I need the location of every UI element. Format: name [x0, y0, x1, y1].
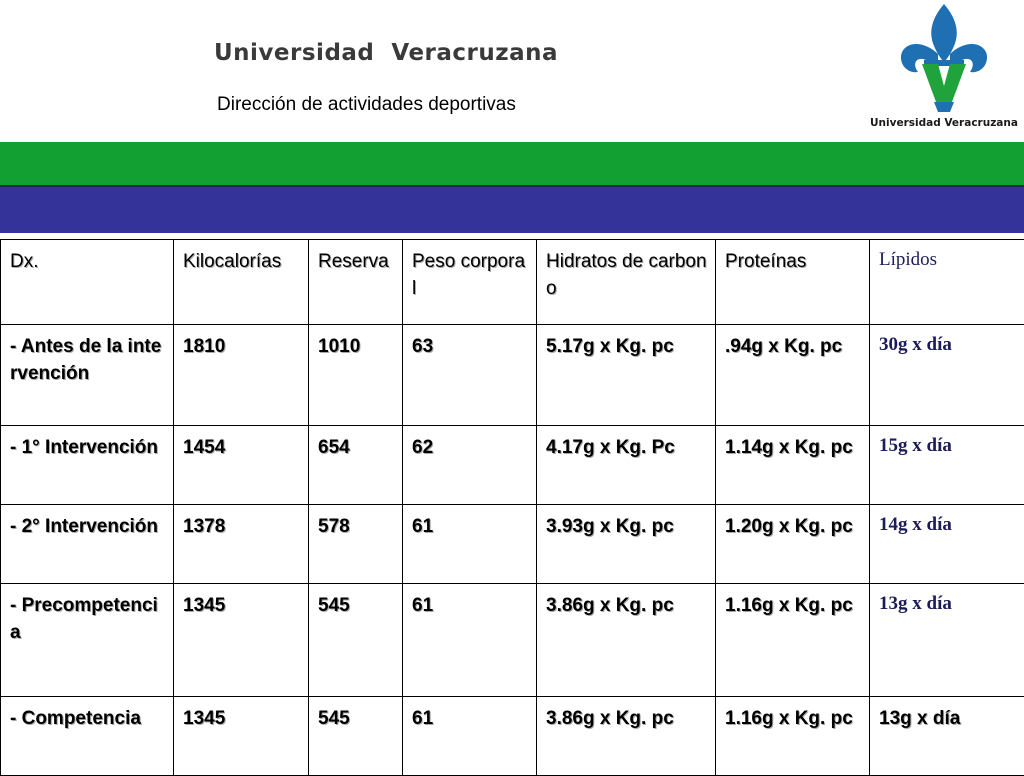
logo-caption: Universidad Veracruzana	[864, 117, 1024, 129]
table-cell: 1.14g x Kg. pc	[716, 426, 870, 505]
university-title: Universidad Veracruzana	[214, 40, 558, 66]
table-cell: 3.86g x Kg. pc	[537, 584, 716, 697]
table-cell: 1345	[174, 584, 309, 697]
page-subtitle: Dirección de actividades deportivas	[217, 94, 516, 116]
table-cell: 1.16g x Kg. pc	[716, 584, 870, 697]
table-cell: - 1° Intervención	[1, 426, 174, 505]
table-cell: 1810	[174, 325, 309, 426]
table-cell: - Competencia	[1, 697, 174, 776]
header-cell-lipidos: Lípidos	[870, 240, 1024, 325]
slide-header	[0, 0, 1024, 142]
table-cell: 1.16g x Kg. pc	[716, 697, 870, 776]
table-cell: 545	[309, 584, 403, 697]
table-cell: 1378	[174, 505, 309, 584]
table-cell: 61	[403, 584, 537, 697]
table-cell: - Precompetencia	[1, 584, 174, 697]
table-cell: 63	[403, 325, 537, 426]
header-cell-reserva: Reserva	[309, 240, 403, 325]
header-cell-kilocalorias: Kilocalorías	[174, 240, 309, 325]
table-cell: 14g x día	[870, 505, 1024, 584]
table-cell: 62	[403, 426, 537, 505]
table-cell: 545	[309, 697, 403, 776]
table-cell: 30g x día	[870, 325, 1024, 426]
table-cell: 5.17g x Kg. pc	[537, 325, 716, 426]
header-cell-dx: Dx.	[1, 240, 174, 325]
table-cell: - Antes de la intervención	[1, 325, 174, 426]
table-header-row	[1, 240, 1024, 325]
table-cell: 61	[403, 697, 537, 776]
table-cell: 3.86g x Kg. pc	[537, 697, 716, 776]
table-row	[1, 505, 1024, 584]
table-cell: 4.17g x Kg. Pc	[537, 426, 716, 505]
university-logo	[864, 0, 1024, 140]
table-cell: 1454	[174, 426, 309, 505]
table-cell: 1010	[309, 325, 403, 426]
table-row	[1, 426, 1024, 505]
table-row	[1, 325, 1024, 426]
table-cell: 1345	[174, 697, 309, 776]
table-cell: 1.20g x Kg. pc	[716, 505, 870, 584]
fleur-de-lis-icon	[898, 2, 990, 114]
header-cell-peso-corporal: Peso corporal	[403, 240, 537, 325]
table-cell: .94g x Kg. pc	[716, 325, 870, 426]
table-cell: 654	[309, 426, 403, 505]
table-cell: - 2° Intervención	[1, 505, 174, 584]
nutrition-table	[0, 239, 1024, 776]
table-cell: 578	[309, 505, 403, 584]
header-cell-hidratos: Hidratos de carbono	[537, 240, 716, 325]
table-row	[1, 584, 1024, 697]
table-row	[1, 697, 1024, 776]
table-cell: 61	[403, 505, 537, 584]
blue-band	[0, 187, 1024, 233]
table-cell: 13g x día	[870, 584, 1024, 697]
green-band	[0, 142, 1024, 185]
table-cell: 13g x día	[870, 697, 1024, 776]
table-cell: 15g x día	[870, 426, 1024, 505]
table-cell: 3.93g x Kg. pc	[537, 505, 716, 584]
header-cell-proteinas: Proteínas	[716, 240, 870, 325]
